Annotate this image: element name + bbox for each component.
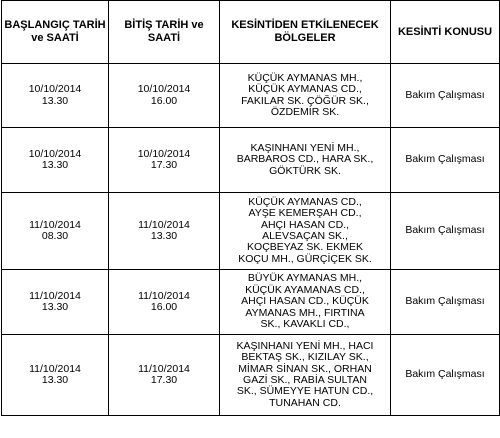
- affected-areas: [220, 270, 391, 335]
- end-datetime-line: 11/10/2014: [138, 289, 190, 302]
- start-datetime-line: 13.30: [41, 374, 69, 386]
- start-datetime-line: 11/10/2014: [29, 362, 81, 375]
- affected-areas-line: KÜÇÜK AYMANAS CD.,: [248, 83, 362, 96]
- outage-reason-line: Bakım Çalışması: [405, 295, 485, 308]
- table-row: [2, 64, 500, 128]
- table-row: [2, 193, 500, 270]
- start-datetime-line: 11/10/2014: [29, 218, 81, 231]
- outage-table: [1, 0, 500, 416]
- affected-areas-line: KÜÇÜK AYMANAS CD.,: [248, 195, 362, 208]
- header-start: BAŞLANGIÇ TARİH ve SAATİ: [2, 1, 109, 64]
- end-datetime: [109, 270, 220, 335]
- end-datetime-line: 10/10/2014: [137, 147, 191, 160]
- start-datetime-line: 11/10/2014: [29, 289, 81, 302]
- affected-areas-line: KÜÇÜK AYMANAS MH.,: [247, 71, 363, 84]
- end-datetime: [109, 128, 220, 193]
- end-datetime-line: 13.30: [150, 230, 178, 242]
- affected-areas-line: FAKILAR SK. ÇÖĞÜR SK.,: [241, 94, 369, 107]
- affected-areas-line: BEKTAŞ SK., KIZILAY SK.,: [241, 351, 369, 364]
- affected-areas: [220, 193, 391, 270]
- affected-areas-line: GAZİ SK., RABİA SULTAN: [243, 374, 367, 386]
- outage-reason-line: Bakım Çalışması: [405, 368, 485, 381]
- start-datetime-line: 10/10/2014: [28, 83, 82, 95]
- outage-reason-line: Bakım Çalışması: [405, 224, 485, 237]
- outage-reason: [391, 270, 500, 335]
- affected-areas: [220, 128, 391, 193]
- affected-areas-line: KOÇBEYAZ SK. EKMEK: [247, 241, 363, 254]
- start-datetime: [2, 193, 109, 270]
- header-reason: KESİNTİ KONUSU: [391, 1, 500, 64]
- outage-reason: [391, 64, 500, 128]
- affected-areas-line: AYMANAS MH., FIRTINA: [245, 306, 365, 319]
- affected-areas-line: TUNAHAN CD.: [269, 396, 341, 409]
- end-datetime-line: 11/10/2014: [138, 362, 190, 375]
- header-areas: KESİNTİDEN ETKİLENECEK BÖLGELER: [220, 1, 391, 64]
- affected-areas-line: AYŞE KEMERŞAH CD.,: [248, 207, 362, 220]
- start-datetime: [2, 64, 109, 128]
- affected-areas-line: KOÇU MH., GÜRÇİÇEK SK.: [238, 252, 372, 265]
- end-datetime-line: 16.00: [150, 94, 178, 107]
- end-datetime: [109, 335, 220, 416]
- start-datetime-line: 13.30: [41, 94, 69, 107]
- affected-areas-line: MİMAR SİNAN SK., ORHAN: [238, 362, 372, 375]
- outage-reason-line: Bakım Çalışması: [405, 153, 485, 166]
- affected-areas-line: GÖKTÜRK SK.: [269, 164, 341, 177]
- start-datetime: [2, 270, 109, 335]
- end-datetime-line: 10/10/2014: [137, 83, 191, 95]
- affected-areas-line: BÜYÜK AYMANAS MH.,: [247, 272, 363, 285]
- start-datetime: [2, 335, 109, 416]
- affected-areas: [220, 64, 391, 128]
- table-row: [2, 128, 500, 193]
- end-datetime: [109, 193, 220, 270]
- affected-areas-line: AHÇI HASAN CD.,: [260, 218, 350, 231]
- outage-reason-line: Bakım Çalışması: [405, 88, 485, 101]
- header-end: BİTİŞ TARİH ve SAATİ: [109, 1, 220, 64]
- outage-reason: [391, 128, 500, 193]
- affected-areas-line: KÜÇÜK AYAMANAS CD.,: [245, 283, 365, 296]
- start-datetime-line: 13.30: [41, 301, 69, 313]
- end-datetime-line: 17.30: [150, 159, 178, 171]
- outage-reason: [391, 335, 500, 416]
- affected-areas-line: SK., KAVAKLI CD.,: [260, 318, 350, 331]
- table-row: [2, 270, 500, 335]
- start-datetime-line: 13.30: [41, 159, 69, 171]
- affected-areas-line: BARBAROS CD., HARA SK.,: [236, 153, 374, 166]
- start-datetime: [2, 128, 109, 193]
- affected-areas-line: KAŞINHANI YENİ MH.,: [250, 141, 360, 154]
- end-datetime-line: 11/10/2014: [138, 218, 190, 231]
- end-datetime-line: 16.00: [150, 301, 178, 313]
- affected-areas-line: SK., SÜMEYYE HATUN CD.,: [236, 385, 374, 398]
- affected-areas: [220, 335, 391, 416]
- header-row: [2, 1, 500, 64]
- outage-reason: [391, 193, 500, 270]
- table-row: [2, 335, 500, 416]
- end-datetime-line: 17.30: [150, 374, 178, 386]
- start-datetime-line: 10/10/2014: [28, 147, 82, 160]
- affected-areas-line: ÖZDEMİR SK.: [270, 105, 340, 118]
- affected-areas-line: AHÇI HASAN CD., KÜÇÜK: [241, 295, 369, 308]
- affected-areas-line: ALEVSAÇAN SK.,: [262, 230, 348, 242]
- end-datetime: [109, 64, 220, 128]
- start-datetime-line: 08.30: [41, 230, 69, 242]
- affected-areas-line: KAŞINHANI YENİ MH., HACI: [236, 339, 374, 352]
